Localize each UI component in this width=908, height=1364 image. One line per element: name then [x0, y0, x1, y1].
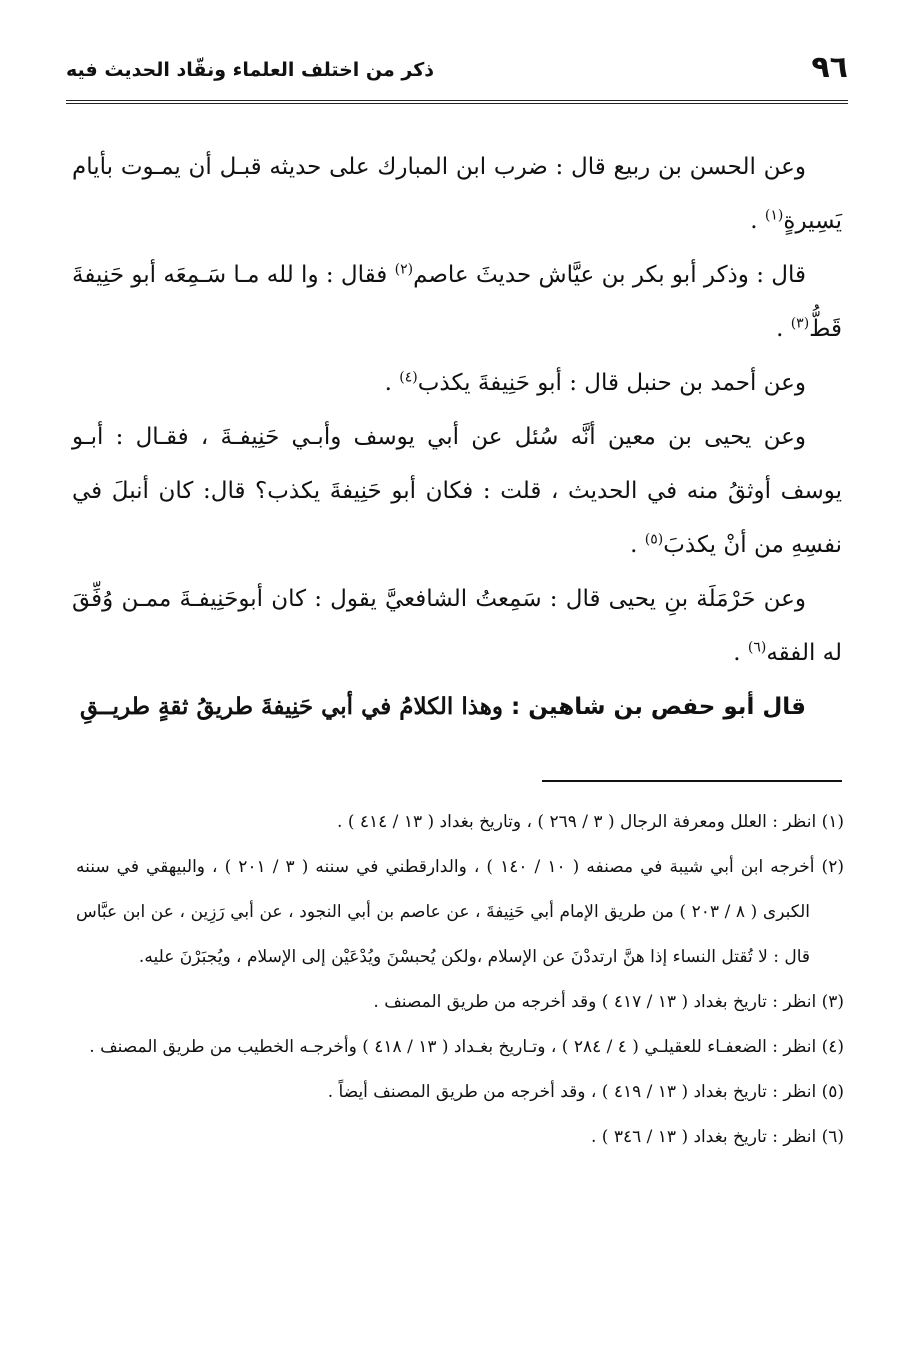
page-header — [66, 44, 848, 94]
footnotes — [76, 800, 844, 1160]
footnote-ref-5: (٥) — [644, 531, 664, 548]
paragraph-3: وعن أحمد بن حنبل قال : أبو حَنِيفةَ يكذب$^{(٤)}$ . — [384, 369, 806, 396]
header-divider — [66, 100, 848, 104]
footnote-ref-6: (٦) — [747, 639, 767, 656]
speaker-lead: قال أبو حفص بن شاهين : — [511, 694, 806, 720]
paragraph-2: قال : وذكر أبو بكر بن عيَّاش حديثَ عاصم$^{(٢)}$ فقال : وا لله مـا سَـمِعَه أبو حَنِيفةَ قَطُّ$^{(٣)}$ . — [72, 261, 842, 342]
footnote-1: (١) انظر : العلل ومعرفة الرجال ( ٣ / ٢٦٩ ) ، وتاريخ بغداد ( ١٣ / ٤١٤ ) . — [337, 812, 844, 832]
footnote-5: (٥) انظر : تاريخ بغداد ( ١٣ / ٤١٩ ) ، وقد أخرجه من طريق المصنف أيضاً . — [327, 1082, 844, 1102]
paragraph-1: وعن الحسن بن ربيع قال : ضرب ابن المبارك على حديثه قبـل أن يمـوت بأيام يَسِيرةٍ$^{(١)}$ . — [72, 154, 842, 234]
footnote-6: (٦) انظر : تاريخ بغداد ( ١٣ / ٣٤٦ ) . — [590, 1127, 844, 1147]
footnote-2: (٢) أخرجه ابن أبي شيبة في مصنفه ( ١٠ / ١٤٠ ) ، والدارقطني في سننه ( ٣ / ٢٠١ ) ، والبيهقي في سننه الكبرى ( ٨ / ٢٠٣ ) من طريق الإمام أبي حَنِيفةَ ، عن عاصم بن أبي النجود ، عن أبي رَزِين ، عن ابن عبَّاس قال : لا تُقتل النساء إذا هنَّ ارتددْنَ عن الإسلام ،ولكن يُحبسْنَ ويُدْعَيْن إلى الإسلام ، ويُجبَرْنَ عليه. — [76, 857, 844, 967]
footnote-ref-4: (٤) — [399, 369, 418, 386]
page-number: ٩٦ — [811, 50, 848, 85]
footnote-ref-3: (٣) — [790, 315, 810, 332]
footnote-ref-2: (٢) — [394, 261, 414, 278]
footnote-3: (٣) انظر : تاريخ بغداد ( ١٣ / ٤١٧ ) وقد أخرجه من طريق المصنف . — [373, 992, 844, 1012]
main-text — [72, 140, 842, 734]
footnote-ref-1: (١) — [764, 207, 784, 224]
paragraph-4: وعن يحيى بن معين أنَّه سُئل عن أبي يوسف وأبـي حَنِيفـةَ ، فقـال : أبـو يوسف أوثقُ منه في الحديث ، قلت : فكان أبو حَنِيفةَ يكذب؟ قال: كان أنبلَ في نفسِهِ من أنْ يكذبَ$^{(٥)}$ . — [72, 424, 842, 558]
footnote-4: (٤) انظر : الضعفـاء للعقيلـي ( ٤ / ٢٨٤ ) ، وتـاريخ بغـداد ( ١٣ / ٤١٨ ) وأخرجـه الخطيب من طريق المصنف . — [89, 1037, 844, 1057]
paragraph-5: وعن حَرْمَلَة بنِ يحيى قال : سَمِعتُ الشافعيَّ يقول : كان أبوحَنِيفـةَ ممـن وُفِّقَ له الفقه$^{(٦)}$ . — [72, 586, 842, 666]
paragraph-6: قال أبو حفص بن شاهين : وهذا الكلامُ في أبي حَنِيفةَ طريقُ ثقةٍ طريــقِ — [80, 693, 806, 720]
running-title: ذكر من اختلف العلماء ونقّاد الحديث فيه — [66, 59, 435, 81]
footnote-divider — [542, 780, 842, 782]
